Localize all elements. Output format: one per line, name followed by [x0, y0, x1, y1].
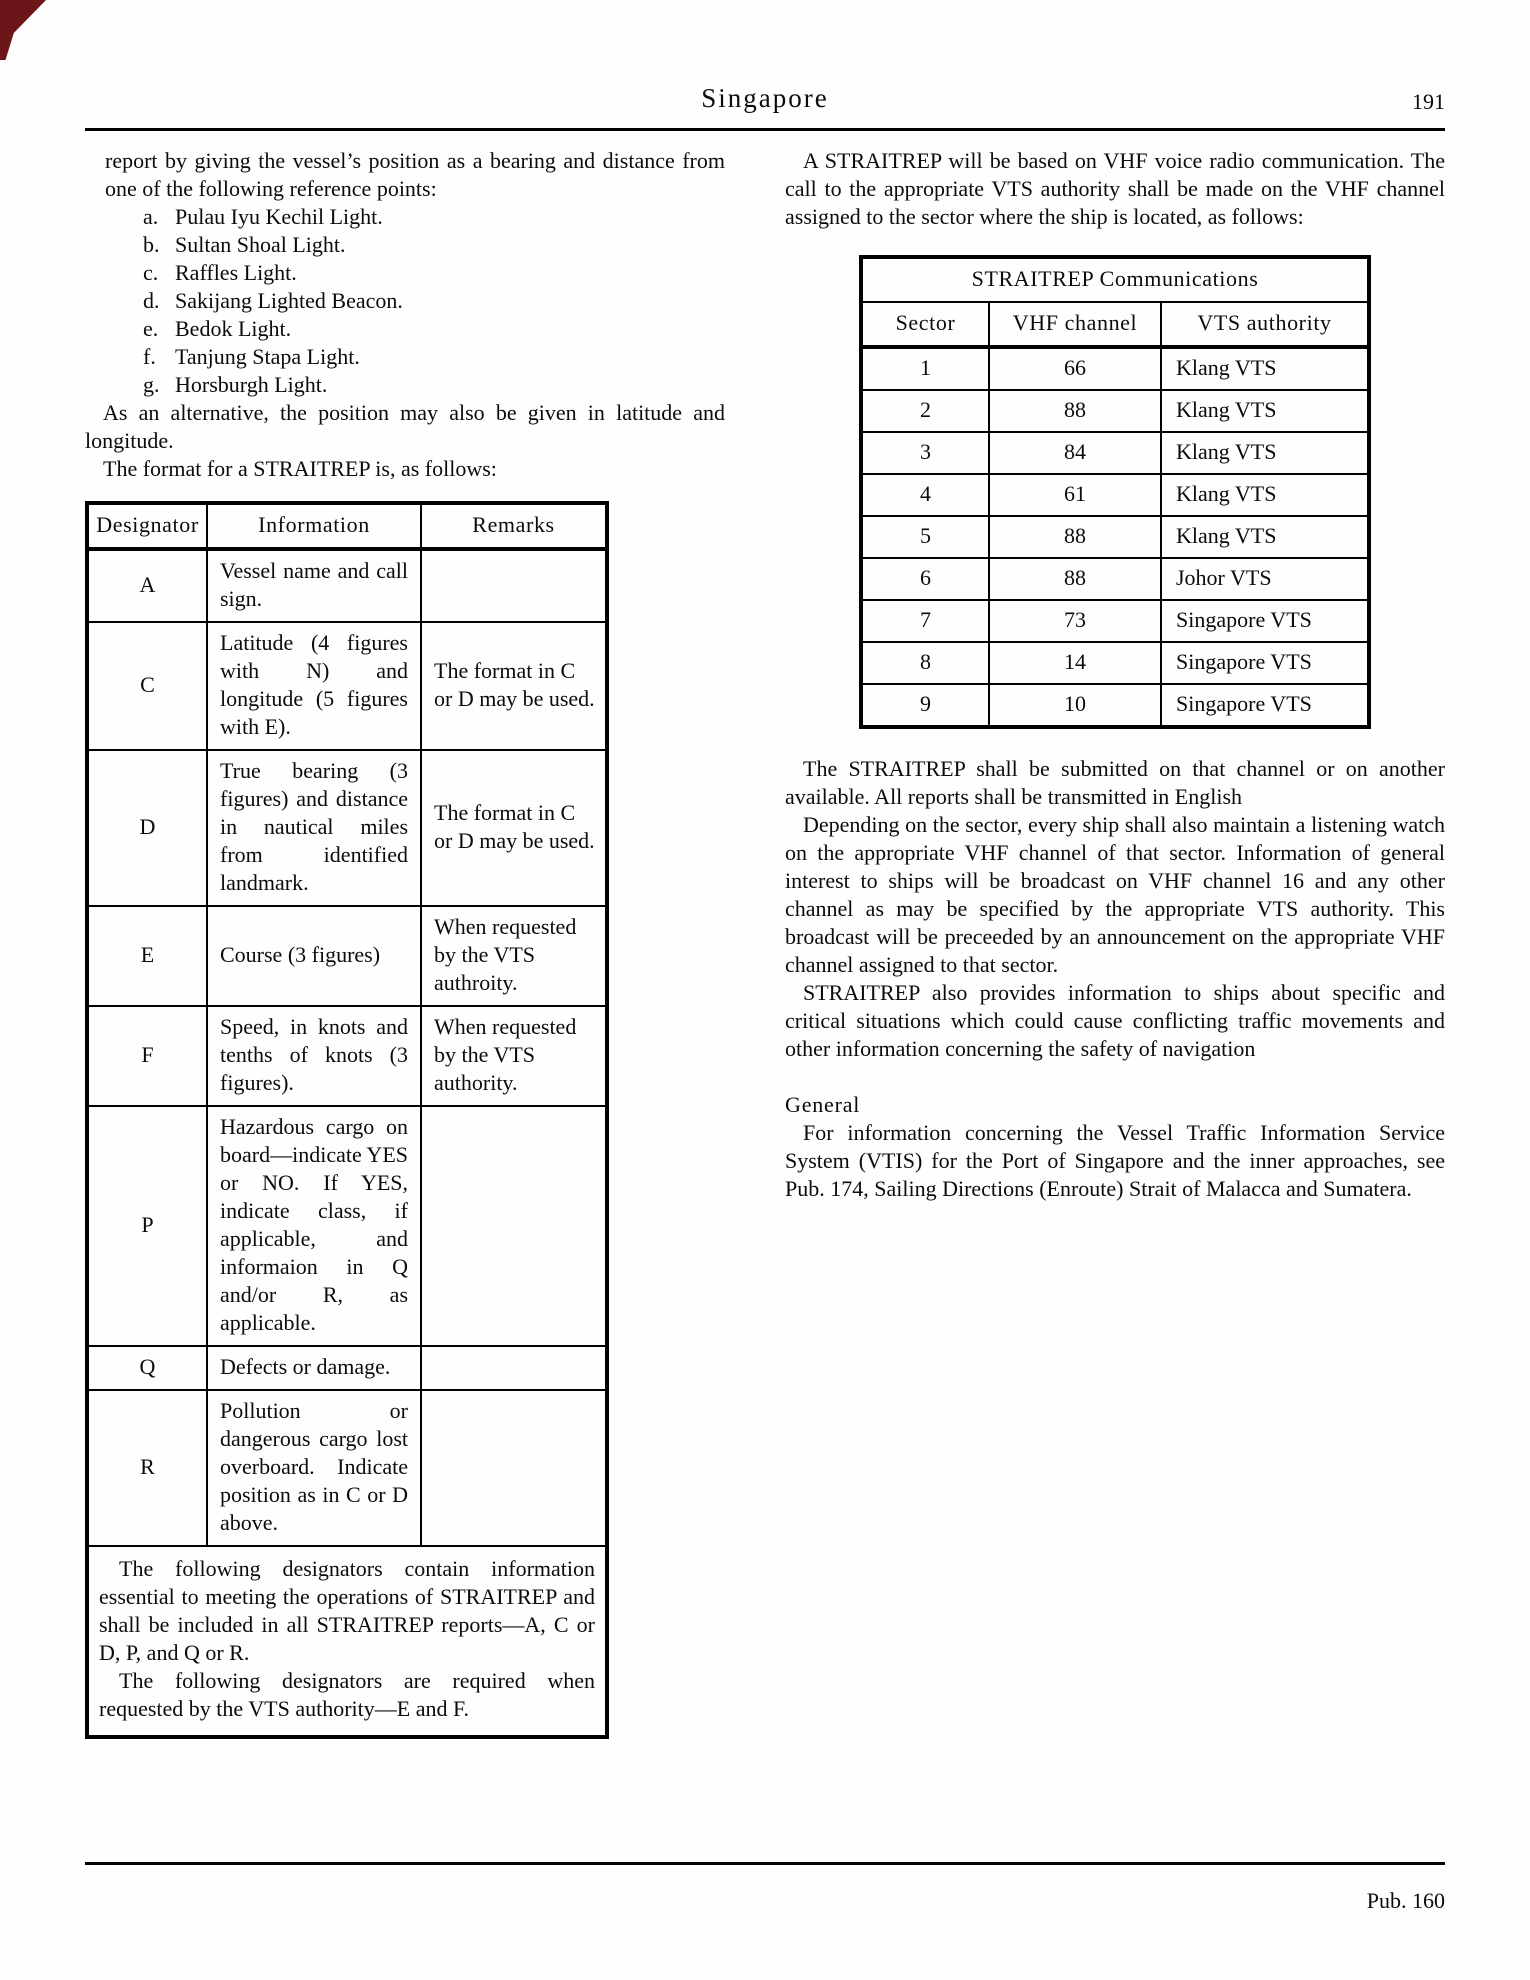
list-item-label: e.: [143, 316, 159, 341]
vhf-channel-cell: 61: [989, 474, 1161, 516]
information-cell: Defects or damage.: [207, 1346, 421, 1390]
list-item: [85, 371, 725, 399]
table-row: [861, 684, 1369, 727]
vts-authority-cell: Klang VTS: [1161, 516, 1369, 558]
vts-authority-cell: Klang VTS: [1161, 474, 1369, 516]
table-row: [861, 558, 1369, 600]
designator-cell: A: [87, 549, 207, 622]
general-section-heading: General: [785, 1092, 861, 1117]
book-corner-artifact: [0, 0, 46, 60]
table-title-row: [861, 257, 1369, 302]
table-row: [861, 474, 1369, 516]
table-title: STRAITREP Communications: [861, 257, 1369, 302]
page-content: [85, 147, 1445, 1739]
footnote-paragraph: The following designators contain information essential to meeting the operations of STRAITREP and shall be included in all STRAITREP reports—A, C or D, P, and Q or R.: [99, 1556, 595, 1665]
designator-cell: D: [87, 750, 207, 906]
format-paragraph: The format for a STRAITREP is, as follows:: [103, 456, 497, 481]
vhf-channel-cell: 73: [989, 600, 1161, 642]
body-paragraph: The STRAITREP shall be submitted on that channel or on another available. All reports shall be transmitted in English: [785, 756, 1445, 809]
remarks-cell: The format in C or D may be used.: [421, 750, 607, 906]
sector-cell: 3: [861, 432, 989, 474]
body-paragraph: Depending on the sector, every ship shall also maintain a listening watch on the appropriate VHF channel of that sector. Information of general interest to ships will be broadcast on VHF channel 16 and any other channel as may be specified by the appropriate VTS authority. This broadcast will be preceeded by an announcement on the appropriate VHF channel assigned to that sector.: [785, 812, 1445, 977]
information-cell: Latitude (4 figures with N) and longitude (5 figures with E).: [207, 622, 421, 750]
table-row: [87, 549, 607, 622]
column-header-vhf-channel: VHF channel: [989, 302, 1161, 347]
straitrep-communications-table: [859, 255, 1371, 729]
remarks-cell: When requested by the VTS authroity.: [421, 906, 607, 1006]
column-header-remarks: Remarks: [421, 503, 607, 549]
list-item-text: Sakijang Lighted Beacon.: [175, 288, 403, 313]
vhf-channel-cell: 66: [989, 347, 1161, 390]
list-item-text: Sultan Shoal Light.: [175, 232, 346, 257]
straitrep-intro-paragraph: A STRAITREP will be based on VHF voice radio communication. The call to the appropriate VTS authority shall be made on the VHF channel assigned to the sector where the ship is located, as follows:: [785, 148, 1445, 229]
list-item: [85, 231, 725, 259]
list-item-text: Pulau Iyu Kechil Light.: [175, 204, 383, 229]
table-row: [87, 1346, 607, 1390]
page-footer: [85, 1862, 1445, 1915]
list-item: [85, 259, 725, 287]
table-row: [861, 600, 1369, 642]
list-item-label: f.: [143, 344, 156, 369]
information-cell: Course (3 figures): [207, 906, 421, 1006]
column-header-vts-authority: VTS authority: [1161, 302, 1369, 347]
table-footnote: [87, 1546, 607, 1737]
vhf-channel-cell: 84: [989, 432, 1161, 474]
remarks-cell: [421, 1390, 607, 1546]
sector-cell: 4: [861, 474, 989, 516]
designator-cell: E: [87, 906, 207, 1006]
left-column: [85, 147, 725, 1739]
vts-authority-cell: Johor VTS: [1161, 558, 1369, 600]
table-row: [87, 622, 607, 750]
sector-cell: 5: [861, 516, 989, 558]
alternative-paragraph: As an alternative, the position may also be given in latitude and longitude.: [85, 400, 725, 453]
information-cell: True bearing (3 figures) and distance in nautical miles from identified landmark.: [207, 750, 421, 906]
list-item: [85, 315, 725, 343]
remarks-cell: The format in C or D may be used.: [421, 622, 607, 750]
list-item-label: g.: [143, 372, 160, 397]
page-header: [85, 0, 1445, 128]
column-header-information: Information: [207, 503, 421, 549]
reference-points-list: [85, 203, 725, 399]
table-row: [861, 432, 1369, 474]
table-row: [87, 1006, 607, 1106]
information-cell: Pollution or dangerous cargo lost overboard. Indicate position as in C or D above.: [207, 1390, 421, 1546]
vts-authority-cell: Klang VTS: [1161, 390, 1369, 432]
list-item-label: b.: [143, 232, 160, 257]
remarks-cell: [421, 1346, 607, 1390]
list-item-text: Bedok Light.: [175, 316, 292, 341]
designator-cell: C: [87, 622, 207, 750]
right-column: [785, 147, 1445, 1739]
general-paragraph: For information concerning the Vessel Traffic Information Service System (VTIS) for the Port of Singapore and the inner approaches, see Pub. 174, Sailing Directions (Enroute) Strait of Malacca and Sumatera.: [785, 1120, 1445, 1201]
table-header-row: [861, 302, 1369, 347]
vts-authority-cell: Singapore VTS: [1161, 642, 1369, 684]
publication-number: Pub. 160: [1366, 1888, 1445, 1913]
vhf-channel-cell: 14: [989, 642, 1161, 684]
sector-cell: 8: [861, 642, 989, 684]
sector-cell: 9: [861, 684, 989, 727]
table-footnote-row: [87, 1546, 607, 1737]
table-row: [87, 906, 607, 1006]
list-item: [85, 343, 725, 371]
list-item: [85, 203, 725, 231]
list-item-label: c.: [143, 260, 159, 285]
body-paragraph: STRAITREP also provides information to ships about specific and critical situations which could cause conflicting traffic movements and other information concerning the safety of navigation: [785, 980, 1445, 1061]
sector-cell: 6: [861, 558, 989, 600]
remarks-cell: When requested by the VTS authority.: [421, 1006, 607, 1106]
vhf-channel-cell: 10: [989, 684, 1161, 727]
vhf-channel-cell: 88: [989, 390, 1161, 432]
footer-rule: [85, 1862, 1445, 1865]
header-rule: [85, 128, 1445, 131]
list-item-label: a.: [143, 204, 159, 229]
remarks-cell: [421, 1106, 607, 1346]
vts-authority-cell: Klang VTS: [1161, 347, 1369, 390]
straitrep-format-table: [85, 501, 609, 1739]
table-row: [87, 1106, 607, 1346]
vts-authority-cell: Singapore VTS: [1161, 684, 1369, 727]
table-row: [861, 347, 1369, 390]
sector-cell: 7: [861, 600, 989, 642]
table-header-row: [87, 503, 607, 549]
designator-cell: P: [87, 1106, 207, 1346]
table-row: [861, 516, 1369, 558]
designator-cell: Q: [87, 1346, 207, 1390]
column-header-sector: Sector: [861, 302, 989, 347]
information-cell: Speed, in knots and tenths of knots (3 figures).: [207, 1006, 421, 1106]
information-cell: Vessel name and call sign.: [207, 549, 421, 622]
designator-cell: F: [87, 1006, 207, 1106]
vts-authority-cell: Singapore VTS: [1161, 600, 1369, 642]
information-cell: Hazardous cargo on board—indicate YES or NO. If YES, indicate class, if applicable, and informaion in Q and/or R, as applicable.: [207, 1106, 421, 1346]
list-item: [85, 287, 725, 315]
list-item-text: Tanjung Stapa Light.: [175, 344, 360, 369]
column-header-designator: Designator: [87, 503, 207, 549]
page-number: 191: [1412, 89, 1445, 114]
list-item-label: d.: [143, 288, 160, 313]
table-row: [87, 1390, 607, 1546]
designator-cell: R: [87, 1390, 207, 1546]
table-row: [87, 750, 607, 906]
sector-cell: 1: [861, 347, 989, 390]
vhf-channel-cell: 88: [989, 516, 1161, 558]
table-row: [861, 390, 1369, 432]
sector-cell: 2: [861, 390, 989, 432]
vts-authority-cell: Klang VTS: [1161, 432, 1369, 474]
list-item-text: Raffles Light.: [175, 260, 297, 285]
vhf-channel-cell: 88: [989, 558, 1161, 600]
running-head-title: Singapore: [701, 83, 829, 113]
list-item-text: Horsburgh Light.: [175, 372, 328, 397]
continuation-paragraph: report by giving the vessel’s position as a bearing and distance from one of the following reference points:: [105, 148, 725, 201]
table-row: [861, 642, 1369, 684]
remarks-cell: [421, 549, 607, 622]
footnote-paragraph: The following designators are required when requested by the VTS authority—E and F.: [99, 1668, 595, 1721]
